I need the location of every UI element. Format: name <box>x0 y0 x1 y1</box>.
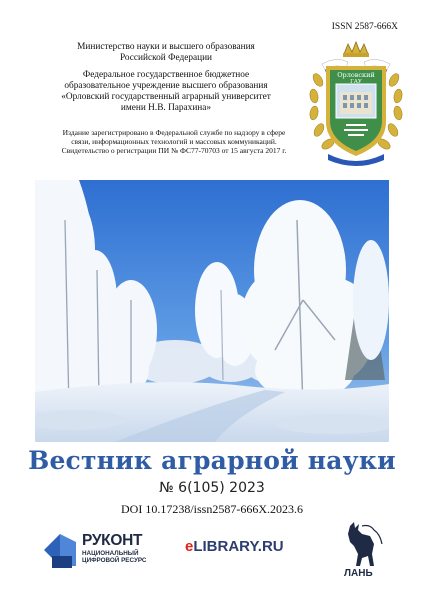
elibrary-text: LIBRARY.RU <box>193 538 284 555</box>
emblem-text: ГАУ <box>350 79 362 85</box>
publisher-block <box>28 42 304 114</box>
doi-label: DOI 10.17238/issn2587-666X.2023.6 <box>121 502 303 516</box>
journal-title: Вестник аграрной науки <box>28 446 396 475</box>
registration-line: Издание зарегистрировано в Федеральной службе по надзору в сфере <box>62 128 286 137</box>
rukont-sub-line: ЦИФРОВОЙ РЕСУРС <box>82 557 147 565</box>
lan-logo <box>340 520 384 582</box>
crown-icon <box>343 42 369 57</box>
registration-line: Свидетельство о регистрации ПИ № ФС77-70703 от 15 августа 2017 г. <box>61 145 287 155</box>
rukont-icon <box>42 530 80 570</box>
elibrary-e: e <box>185 538 194 555</box>
issn-label: ISSN 2587-666X <box>331 22 398 32</box>
registration-line: связи, информационных технологий и массовых коммуникаций. <box>71 136 277 146</box>
ministry-line: Министерство науки и высшего образования <box>77 42 255 52</box>
rukont-sub-line: НАЦИОНАЛЬНЫЙ <box>82 550 139 557</box>
ministry-line: Российской Федерации <box>119 53 213 63</box>
cover-photo-winter-forest <box>35 180 389 442</box>
issue-number: № 6(105) 2023 <box>159 480 265 496</box>
university-emblem <box>306 40 406 170</box>
deer-icon <box>340 520 384 568</box>
rukont-name: РУКОНТ <box>82 532 143 549</box>
lan-name: ЛАНЬ <box>344 568 373 579</box>
rukont-subtitle <box>82 550 146 565</box>
rukont-logo <box>42 528 152 572</box>
institution-line: имени Н.В. Парахина» <box>120 103 212 113</box>
registration-note <box>32 129 316 155</box>
emblem-text: Орловский <box>337 71 375 79</box>
institution-line: «Орловский государственный аграрный университет <box>61 92 271 102</box>
elibrary-logo <box>185 538 284 555</box>
institution-line: образовательное учреждение высшего образования <box>64 81 268 91</box>
institution-line: Федеральное государственное бюджетное <box>82 70 250 80</box>
